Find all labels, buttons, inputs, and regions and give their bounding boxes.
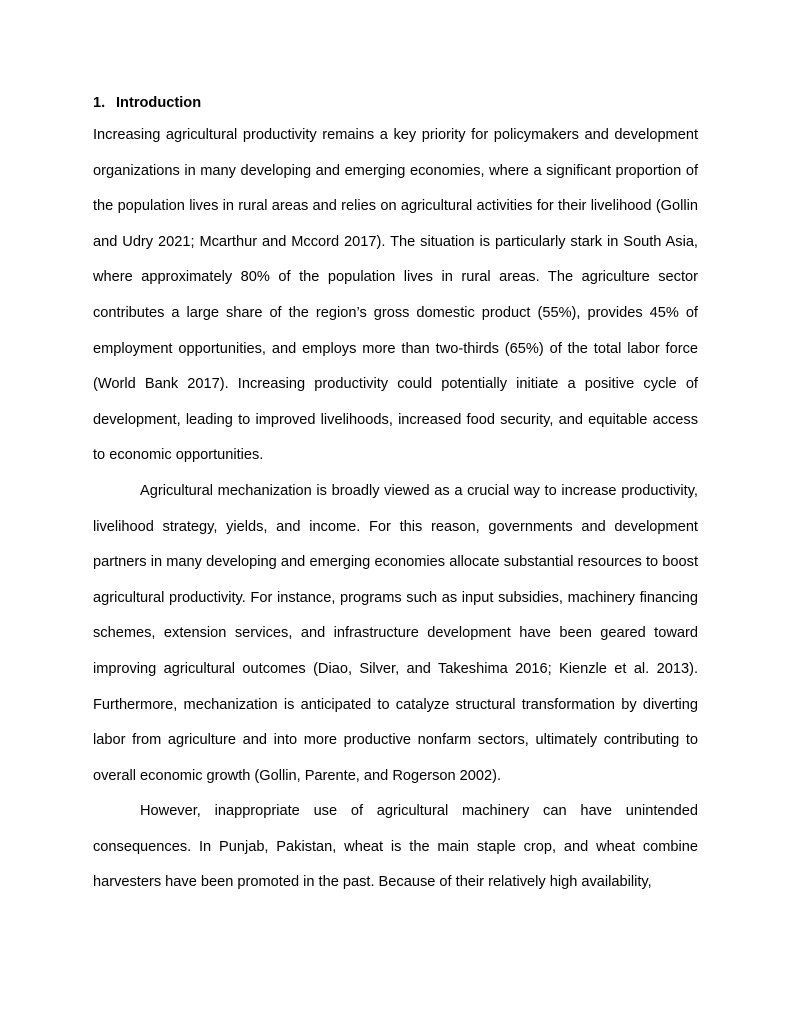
section-heading xyxy=(93,93,201,113)
body-text xyxy=(93,118,698,901)
paragraph-3: However, inappropriate use of agricultural machinery can have unintended consequences. In Punjab, Pakistan, wheat is the main staple crop, and wheat combine harvesters have been promoted in the past. Because of their relatively high availability, xyxy=(93,803,698,891)
paragraph-2: Agricultural mechanization is broadly viewed as a crucial way to increase productivity, livelihood strategy, yields, and income. For this reason, governments and development partners in many developing and emerging economies allocate substantial resources to boost agricultural productivity. For instance, programs such as input subsidies, machinery financing schemes, extension services, and infrastructure development have been geared toward improving agricultural outcomes (Diao, Silver, and Takeshima 2016; Kienzle et al. 2013). Furthermore, mechanization is anticipated to catalyze structural transformation by diverting labor from agriculture and into more productive nonfarm sectors, ultimately contributing to overall economic growth (Gollin, Parente, and Rogerson 2002). xyxy=(93,482,698,784)
section-number: 1. xyxy=(93,95,106,111)
paragraph-1: Increasing agricultural productivity remains a key priority for policymakers and development organizations in many developing and emerging economies, where a significant proportion of the population lives in rural areas and relies on agricultural activities for their livelihood (Gollin and Udry 2021; Mcarthur and Mccord 2017). The situation is particularly stark in South Asia, where approximately 80% of the population lives in rural areas. The agriculture sector contributes a large share of the region’s gross domestic product (55%), provides 45% of employment opportunities, and employs more than two-thirds (65%) of the total labor force (World Bank 2017). Increasing productivity could potentially initiate a positive cycle of development, leading to improved livelihoods, increased food security, and equitable access to economic opportunities. xyxy=(93,127,698,464)
section-title: Introduction xyxy=(116,95,202,111)
